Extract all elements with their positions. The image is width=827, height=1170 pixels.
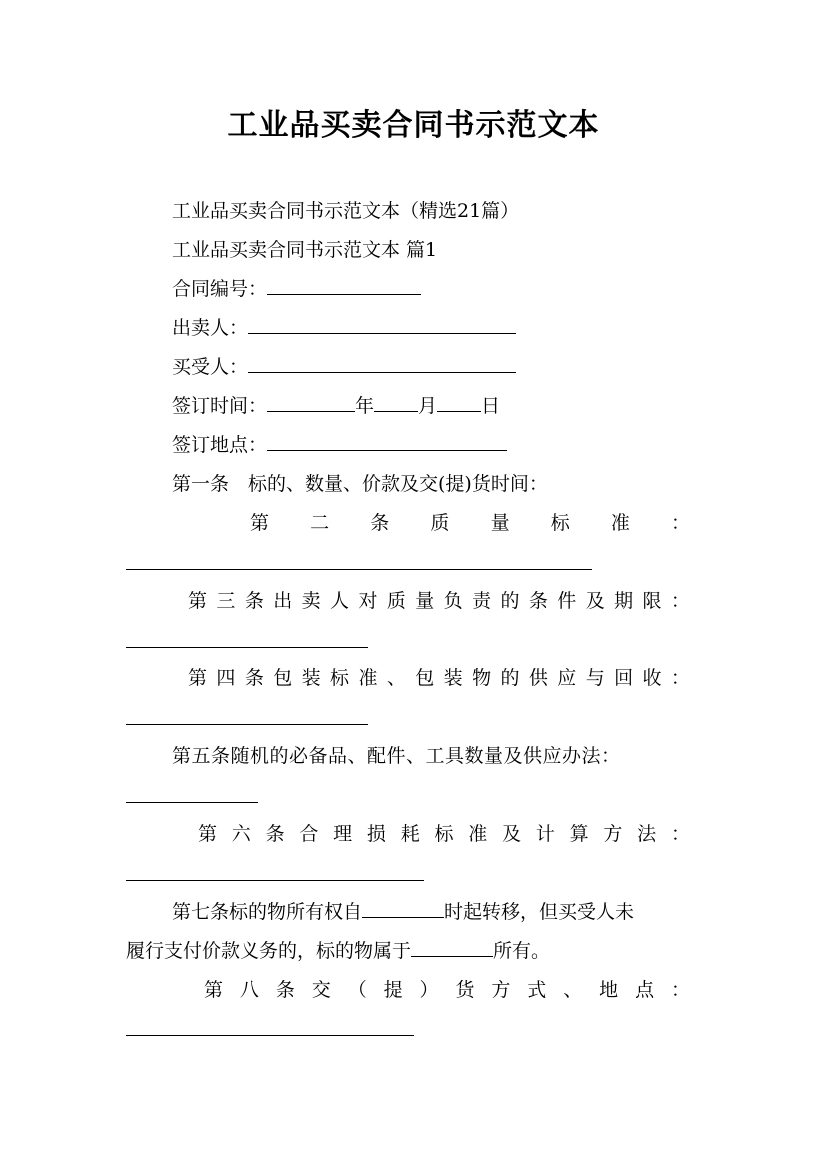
article-4-char: 、 [386, 667, 406, 689]
article-8-char: 货 [455, 979, 475, 1001]
article-1: 第一条 标的、数量、价款及交(提)货时间： [172, 473, 548, 495]
article-5-heading: 第五条随机的必备品、配件、工具数量及供应办法： [172, 745, 621, 767]
article-4-char: 收 [642, 667, 662, 689]
article-2-char: 第 [250, 512, 270, 534]
article-6-char: 方 [603, 823, 623, 845]
article-4-char: 的 [500, 667, 520, 689]
article-2-char: 条 [370, 512, 390, 534]
article-6-heading [198, 821, 690, 847]
article-4-char: 与 [585, 667, 605, 689]
document-subtitle: 工业品买卖合同书示范文本（精选21篇） [172, 200, 520, 222]
ownership-party-blank [411, 938, 493, 957]
article-3-char: 人 [330, 590, 350, 612]
article-2-char: 质 [430, 512, 450, 534]
year-label: 年 [355, 395, 375, 417]
article-3-char: 对 [358, 590, 378, 612]
article-7-text-a: 第七条标的物所有权自 [172, 901, 363, 923]
article-3-heading [188, 588, 690, 614]
article-7-text-d: 所有。 [493, 940, 551, 962]
article-2-blank [126, 569, 592, 570]
article-4-char: 应 [557, 667, 577, 689]
article-8-char: 八 [239, 979, 259, 1001]
article-8-blank [126, 1035, 414, 1036]
article-3-char: 条 [528, 590, 548, 612]
article-4-char: 供 [528, 667, 548, 689]
year-blank [267, 393, 355, 412]
article-4-char: 装 [301, 667, 321, 689]
article-4-char: 装 [443, 667, 463, 689]
article-3-char: ： [670, 590, 690, 612]
article-6-char: 六 [231, 823, 251, 845]
article-6-blank [126, 880, 424, 881]
article-8-char: 条 [275, 979, 295, 1001]
article-3-char: 限 [642, 590, 662, 612]
article-4-char: 第 [188, 667, 208, 689]
sign-place-blank [267, 432, 507, 451]
article-2-char: 量 [490, 512, 510, 534]
article-3-char: 质 [386, 590, 406, 612]
article-6-char: 计 [535, 823, 555, 845]
article-2-char: 二 [310, 512, 330, 534]
article-4-char: ： [670, 667, 690, 689]
article-6-char: 条 [265, 823, 285, 845]
sign-time-label: 签订时间： [172, 395, 268, 417]
month-label: 月 [418, 395, 438, 417]
article-7-line-1 [172, 899, 634, 925]
day-label: 日 [481, 395, 501, 417]
article-8-char: ） [419, 979, 439, 1001]
article-4-char: 标 [330, 667, 350, 689]
article-3-blank [126, 647, 368, 648]
article-5-blank [126, 802, 258, 803]
article-3-char: 三 [216, 590, 236, 612]
article-6-char: 法 [637, 823, 657, 845]
article-8-char: 地 [599, 979, 619, 1001]
article-8-char: 交 [311, 979, 331, 1001]
article-4-char: 四 [216, 667, 236, 689]
contract-number-blank [267, 276, 421, 295]
article-6-char: 标 [434, 823, 454, 845]
sign-time-row [172, 393, 500, 419]
seller-label: 出卖人： [172, 317, 249, 339]
buyer-label: 买受人： [172, 356, 249, 378]
day-blank [437, 393, 481, 412]
article-4-char: 回 [614, 667, 634, 689]
sign-place-row [172, 432, 507, 458]
article-2-char: 标 [550, 512, 570, 534]
article-8-char: ： [670, 979, 690, 1001]
article-7-text-c: 履行支付价款义务的，标的物属于 [126, 940, 412, 962]
article-6-char: 及 [502, 823, 522, 845]
article-7-line-2 [126, 938, 550, 964]
buyer-row [172, 354, 516, 380]
article-6-char: 第 [198, 823, 218, 845]
article-8-char: （ [347, 979, 367, 1001]
article-6-char: ： [670, 823, 690, 845]
article-4-heading [188, 665, 690, 691]
sign-place-label: 签订地点： [172, 434, 268, 456]
article-4-blank [126, 724, 368, 725]
ownership-time-blank [362, 899, 444, 918]
article-6-char: 合 [299, 823, 319, 845]
article-3-char: 量 [415, 590, 435, 612]
buyer-blank [248, 354, 516, 373]
month-blank [374, 393, 418, 412]
article-6-char: 算 [569, 823, 589, 845]
seller-blank [248, 315, 516, 334]
seller-row [172, 315, 516, 341]
contract-number-row [172, 276, 421, 302]
article-8-char: 、 [563, 979, 583, 1001]
article-8-char: 方 [491, 979, 511, 1001]
article-4-char: 条 [244, 667, 264, 689]
article-4-char: 包 [273, 667, 293, 689]
document-title: 工业品买卖合同书示范文本 [227, 108, 600, 143]
article-2-char: 准 [610, 512, 630, 534]
article-3-char: 责 [472, 590, 492, 612]
article-8-char: 点 [635, 979, 655, 1001]
article-4-char: 物 [472, 667, 492, 689]
article-4-char: 包 [415, 667, 435, 689]
part-heading: 工业品买卖合同书示范文本 篇1 [172, 239, 438, 261]
article-2-heading [250, 510, 690, 536]
article-8-char: 式 [527, 979, 547, 1001]
article-6-char: 耗 [400, 823, 420, 845]
article-7-text-b: 时起转移，但买受人未 [444, 901, 635, 923]
article-3-char: 的 [500, 590, 520, 612]
article-3-char: 期 [614, 590, 634, 612]
article-3-char: 卖 [301, 590, 321, 612]
contract-number-label: 合同编号： [172, 278, 268, 300]
article-3-char: 出 [273, 590, 293, 612]
article-3-char: 第 [188, 590, 208, 612]
article-2-char: ： [670, 512, 690, 534]
article-6-char: 准 [468, 823, 488, 845]
article-4-char: 准 [358, 667, 378, 689]
article-6-char: 理 [333, 823, 353, 845]
article-3-char: 件 [557, 590, 577, 612]
article-8-char: 第 [204, 979, 224, 1001]
article-3-char: 条 [244, 590, 264, 612]
article-6-char: 损 [366, 823, 386, 845]
article-8-heading [204, 977, 690, 1003]
article-3-char: 及 [585, 590, 605, 612]
article-8-char: 提 [383, 979, 403, 1001]
article-3-char: 负 [443, 590, 463, 612]
